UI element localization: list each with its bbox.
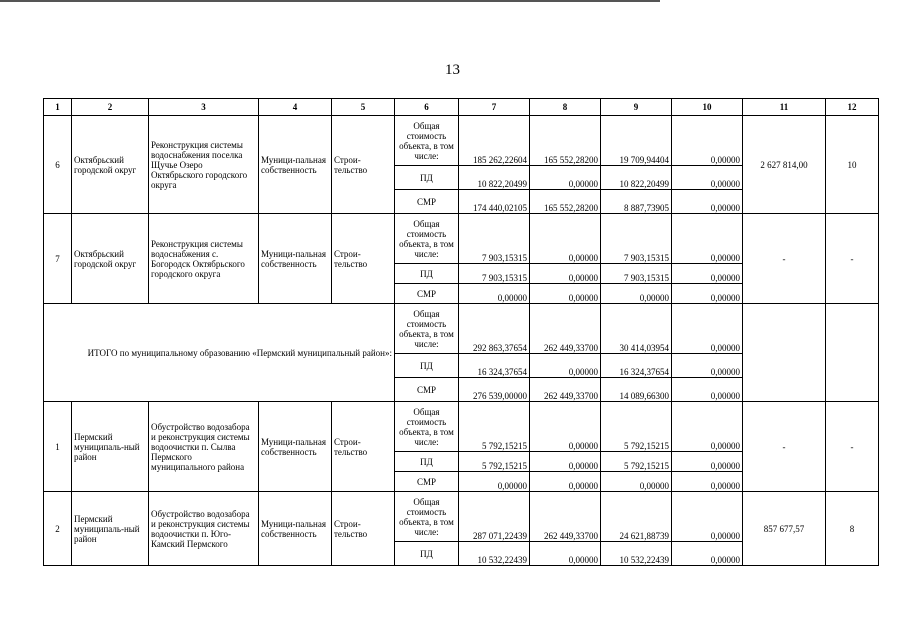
col11-cell: 2 627 814,00 <box>743 116 826 214</box>
header-cell: 6 <box>395 99 459 116</box>
value-cell: 276 539,00000 <box>459 378 530 402</box>
object-cell: Реконструкция системы водоснабжения поселка Щучье Озеро Октябрьского городского округа <box>149 116 259 214</box>
value-cell: 10 532,22439 <box>601 542 672 566</box>
header-cell: 10 <box>672 99 743 116</box>
pd-label: ПД <box>395 542 459 566</box>
value-cell: 0,00000 <box>672 116 743 166</box>
district-cell: Октябрьский городской округ <box>72 116 149 214</box>
col12-cell: 10 <box>826 116 879 214</box>
value-cell: 0,00000 <box>672 472 743 492</box>
header-row <box>44 99 879 116</box>
header-cell: 7 <box>459 99 530 116</box>
work-type-cell: Строи-тельство <box>332 402 395 492</box>
header-cell: 1 <box>44 99 72 116</box>
value-cell: 0,00000 <box>672 214 743 264</box>
value-cell: 287 071,22439 <box>459 492 530 542</box>
district-cell: Октябрьский городской округ <box>72 214 149 304</box>
value-cell: 0,00000 <box>530 214 601 264</box>
value-cell: 0,00000 <box>672 354 743 378</box>
table-row <box>44 304 879 354</box>
ownership-cell: Муници-пальная собственность <box>259 492 332 566</box>
table-row <box>44 402 879 452</box>
value-cell: 5 792,15215 <box>459 452 530 472</box>
smr-label: СМР <box>395 378 459 402</box>
total-cost-label: Общая стоимость объекта, в том числе: <box>395 402 459 452</box>
value-cell: 292 863,37654 <box>459 304 530 354</box>
value-cell: 165 552,28200 <box>530 190 601 214</box>
table-row <box>44 214 879 264</box>
work-type-cell: Строи-тельство <box>332 492 395 566</box>
value-cell: 5 792,15215 <box>601 452 672 472</box>
row-number: 7 <box>44 214 72 304</box>
page-number: 13 <box>445 62 460 78</box>
header-cell: 9 <box>601 99 672 116</box>
table-row <box>44 116 879 166</box>
district-cell: Пермский муниципаль-ный район <box>72 492 149 566</box>
value-cell: 7 903,15315 <box>459 214 530 264</box>
top-rule <box>0 0 660 2</box>
value-cell: 0,00000 <box>530 452 601 472</box>
value-cell: 16 324,37654 <box>601 354 672 378</box>
smr-label: СМР <box>395 472 459 492</box>
value-cell: 0,00000 <box>672 284 743 304</box>
value-cell: 0,00000 <box>672 542 743 566</box>
value-cell: 0,00000 <box>530 354 601 378</box>
value-cell: 7 903,15315 <box>459 264 530 284</box>
total-cost-label: Общая стоимость объекта, в том числе: <box>395 116 459 166</box>
col12-cell: - <box>826 402 879 492</box>
col12-cell: 8 <box>826 492 879 566</box>
budget-table <box>43 98 879 566</box>
value-cell: 262 449,33700 <box>530 378 601 402</box>
value-cell: 0,00000 <box>672 492 743 542</box>
ownership-cell: Муници-пальная собственность <box>259 402 332 492</box>
pd-label: ПД <box>395 452 459 472</box>
pd-label: ПД <box>395 264 459 284</box>
col11-cell: - <box>743 214 826 304</box>
value-cell: 0,00000 <box>530 542 601 566</box>
total-cost-label: Общая стоимость объекта, в том числе: <box>395 214 459 264</box>
value-cell: 10 822,20499 <box>601 166 672 190</box>
value-cell: 0,00000 <box>459 472 530 492</box>
value-cell: 165 552,28200 <box>530 116 601 166</box>
value-cell: 185 262,22604 <box>459 116 530 166</box>
value-cell: 0,00000 <box>672 264 743 284</box>
object-cell: Реконструкция системы водоснабжения с. Богородск Октябрьского городского округа <box>149 214 259 304</box>
smr-label: СМР <box>395 190 459 214</box>
value-cell: 14 089,66300 <box>601 378 672 402</box>
header-cell: 8 <box>530 99 601 116</box>
total-cost-label: Общая стоимость объекта, в том числе: <box>395 492 459 542</box>
value-cell: 174 440,02105 <box>459 190 530 214</box>
value-cell: 5 792,15215 <box>459 402 530 452</box>
header-cell: 11 <box>743 99 826 116</box>
value-cell: 19 709,94404 <box>601 116 672 166</box>
total-cost-label: Общая стоимость объекта, в том числе: <box>395 304 459 354</box>
value-cell: 8 887,73905 <box>601 190 672 214</box>
value-cell: 0,00000 <box>672 304 743 354</box>
ownership-cell: Муници-пальная собственность <box>259 214 332 304</box>
district-cell: Пермский муниципаль-ный район <box>72 402 149 492</box>
header-cell: 3 <box>149 99 259 116</box>
value-cell: 262 449,33700 <box>530 304 601 354</box>
work-type-cell: Строи-тельство <box>332 214 395 304</box>
empty-cell <box>826 304 879 402</box>
value-cell: 0,00000 <box>530 472 601 492</box>
total-label: ИТОГО по муниципальному образованию «Пермский муниципальный район»: <box>44 304 395 402</box>
value-cell: 30 414,03954 <box>601 304 672 354</box>
pd-label: ПД <box>395 166 459 190</box>
value-cell: 7 903,15315 <box>601 214 672 264</box>
value-cell: 0,00000 <box>672 452 743 472</box>
value-cell: 262 449,33700 <box>530 492 601 542</box>
value-cell: 0,00000 <box>530 166 601 190</box>
value-cell: 0,00000 <box>530 402 601 452</box>
value-cell: 7 903,15315 <box>601 264 672 284</box>
col11-cell: - <box>743 402 826 492</box>
table-row <box>44 492 879 542</box>
smr-label: СМР <box>395 284 459 304</box>
value-cell: 10 532,22439 <box>459 542 530 566</box>
value-cell: 16 324,37654 <box>459 354 530 378</box>
value-cell: 0,00000 <box>672 402 743 452</box>
col11-cell: 857 677,57 <box>743 492 826 566</box>
header-cell: 5 <box>332 99 395 116</box>
value-cell: 0,00000 <box>530 284 601 304</box>
value-cell: 10 822,20499 <box>459 166 530 190</box>
value-cell: 0,00000 <box>672 190 743 214</box>
pd-label: ПД <box>395 354 459 378</box>
value-cell: 0,00000 <box>601 284 672 304</box>
empty-cell <box>743 304 826 402</box>
header-cell: 12 <box>826 99 879 116</box>
object-cell: Обустройство водозабора и реконструкция системы водоочистки п. Юго-Камский Пермского <box>149 492 259 566</box>
row-number: 1 <box>44 402 72 492</box>
col12-cell: - <box>826 214 879 304</box>
value-cell: 0,00000 <box>672 166 743 190</box>
value-cell: 0,00000 <box>459 284 530 304</box>
header-cell: 2 <box>72 99 149 116</box>
row-number: 2 <box>44 492 72 566</box>
value-cell: 0,00000 <box>601 472 672 492</box>
row-number: 6 <box>44 116 72 214</box>
value-cell: 0,00000 <box>530 264 601 284</box>
object-cell: Обустройство водозабора и реконструкция системы водоочистки п. Сылва Пермского муниципального района <box>149 402 259 492</box>
header-cell: 4 <box>259 99 332 116</box>
value-cell: 0,00000 <box>672 378 743 402</box>
work-type-cell: Строи-тельство <box>332 116 395 214</box>
value-cell: 24 621,88739 <box>601 492 672 542</box>
ownership-cell: Муници-пальная собственность <box>259 116 332 214</box>
value-cell: 5 792,15215 <box>601 402 672 452</box>
